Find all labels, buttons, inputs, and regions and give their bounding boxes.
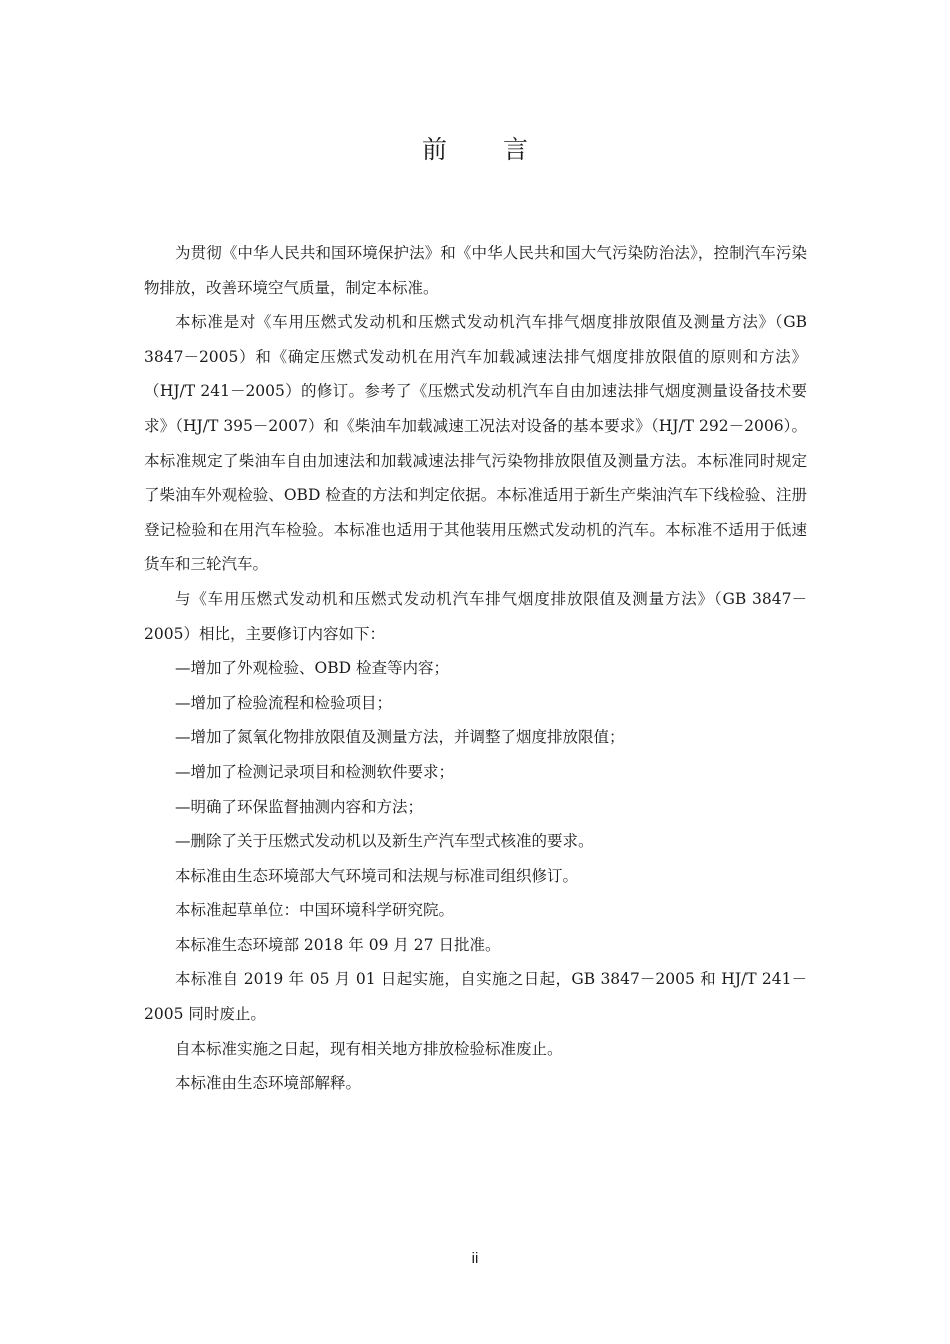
revision-item: —增加了氮氧化物排放限值及测量方法，并调整了烟度排放限值； [175, 728, 625, 747]
foreword-body [144, 236, 807, 1101]
revision-item: —增加了检测记录项目和检测软件要求； [175, 762, 455, 781]
paragraph-effective-date: 本标准自 2019 年 05 月 01 日起实施，自实施之日起，GB 3847－2005 和 HJ/T 241－2005 同时废止。 [144, 970, 807, 1024]
paragraph-revision-intro: 与《车用压燃式发动机和压燃式发动机汽车排气烟度排放限值及测量方法》（GB 3847－2005）相比，主要修订内容如下： [144, 589, 807, 643]
paragraph-organizer: 本标准由生态环境部大气环境司和法规与标准司组织修订。 [175, 866, 579, 885]
paragraph-local-standards: 自本标准实施之日起，现有相关地方排放检验标准废止。 [175, 1039, 563, 1058]
paragraph-purpose: 为贯彻《中华人民共和国环境保护法》和《中华人民共和国大气污染防治法》，控制汽车污染物排放，改善环境空气质量，制定本标准。 [144, 244, 807, 297]
page-number: ii [471, 1250, 479, 1267]
page-title: 前 言 [422, 135, 552, 164]
revision-item: —增加了检验流程和检验项目； [175, 693, 393, 712]
paragraph-interpretation: 本标准由生态环境部解释。 [175, 1074, 362, 1093]
paragraph-drafter: 本标准起草单位：中国环境科学研究院。 [175, 901, 455, 920]
revision-item: —删除了关于压燃式发动机以及新生产汽车型式核准的要求。 [175, 832, 594, 851]
paragraph-approval: 本标准生态环境部 2018 年 09 月 27 日批准。 [175, 935, 501, 954]
revision-item: —增加了外观检验、OBD 检查等内容； [175, 659, 449, 678]
revision-item: —明确了环保监督抽测内容和方法； [175, 797, 424, 816]
paragraph-scope: 本标准是对《车用压燃式发动机和压燃式发动机汽车排气烟度排放限值及测量方法》（GB 3847－2005）和《确定压燃式发动机在用汽车加载减速法排气烟度排放限值的原则和方法》（HJ/T 241－2005）的修订。参考了《压燃式发动机汽车自由加速法排气烟度测量设备技术要求》（HJ/T 395－2007）和《柴油车加载减速工况法对设备的基本要求》（HJ/T 292－2006）。本标准规定了柴油车自由加速法和加载减速法排气污染物排放限值及测量方法。本标准同时规定了柴油车外观检验、OBD 检查的方法和判定依据。本标准适用于新生产柴油汽车下线检验、注册登记检验和在用汽车检验。本标准也适用于其他装用压燃式发动机的汽车。本标准不适用于低速货车和三轮汽车。 [144, 313, 807, 574]
